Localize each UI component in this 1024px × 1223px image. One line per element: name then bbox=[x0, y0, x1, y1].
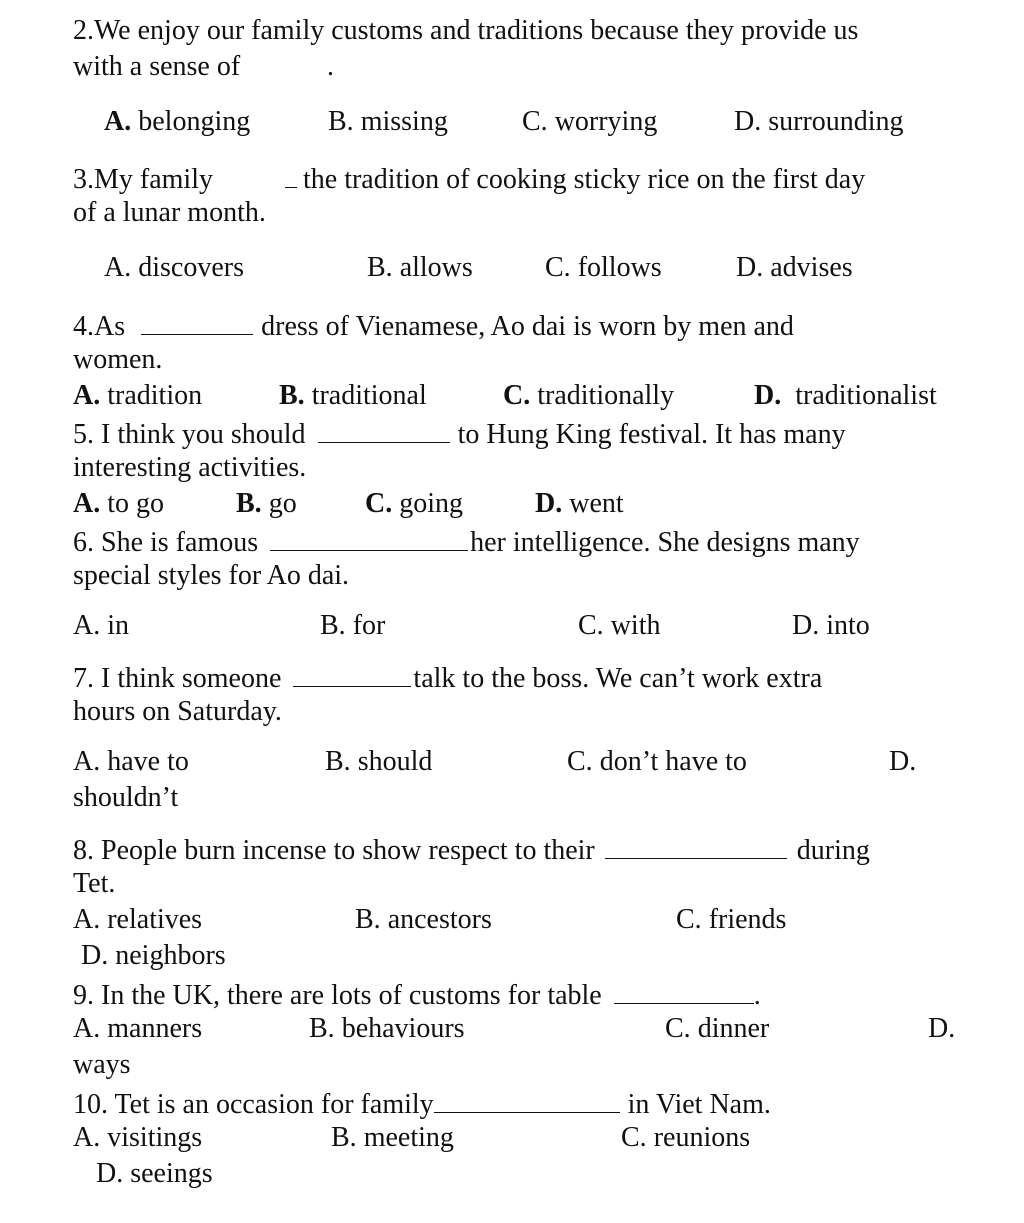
question-10-stem-line-1: 10. Tet is an occasion for family in Viet Nam. bbox=[73, 1084, 771, 1123]
question-2-option-c: C. worrying bbox=[522, 106, 658, 137]
question-2-option-a: A. belonging bbox=[104, 106, 251, 137]
question-4-option-a: A. tradition bbox=[73, 380, 203, 411]
question-6-option-b: B. for bbox=[320, 610, 386, 641]
question-2-option-d: D. surrounding bbox=[734, 106, 904, 137]
question-10-option-a: A. visitings bbox=[73, 1122, 203, 1153]
question-2-stem-line-1: 2.We enjoy our family customs and traditions because they provide us bbox=[73, 15, 859, 46]
question-2-stem-period: . bbox=[327, 51, 334, 82]
question-7-option-d-text: shouldn’t bbox=[73, 782, 179, 813]
answer-blank bbox=[141, 306, 253, 335]
question-10-option-c: C. reunions bbox=[621, 1122, 751, 1153]
question-3-option-d: D. advises bbox=[736, 252, 853, 283]
question-5-option-a: A. to go bbox=[73, 488, 165, 519]
question-7-option-c: C. don’t have to bbox=[567, 746, 747, 777]
question-7-option-d-letter: D. bbox=[889, 746, 917, 777]
question-3-stem-line-2: of a lunar month. bbox=[73, 197, 266, 228]
question-6-stem-line-2: special styles for Ao dai. bbox=[73, 560, 350, 591]
answer-blank bbox=[270, 522, 468, 551]
question-8-option-c: C. friends bbox=[676, 904, 787, 935]
question-2-option-b: B. missing bbox=[328, 106, 448, 137]
question-6-option-c: C. with bbox=[578, 610, 661, 641]
question-9-option-a: A. manners bbox=[73, 1013, 203, 1044]
question-7-stem-line-2: hours on Saturday. bbox=[73, 696, 282, 727]
answer-blank bbox=[293, 658, 411, 687]
question-8-option-b: B. ancestors bbox=[355, 904, 492, 935]
question-5-stem-line-1: 5. I think you should to Hung King festival. It has many bbox=[73, 414, 846, 453]
answer-blank bbox=[318, 414, 450, 443]
question-3-option-c: C. follows bbox=[545, 252, 662, 283]
question-9-option-d-text: ways bbox=[73, 1049, 131, 1080]
question-5-option-b: B. go bbox=[236, 488, 297, 519]
question-10-option-b: B. meeting bbox=[331, 1122, 454, 1153]
question-9-option-d-letter: D. bbox=[928, 1013, 956, 1044]
question-8-stem-line-2: Tet. bbox=[73, 868, 116, 899]
question-6-option-d: D. into bbox=[792, 610, 870, 641]
question-3-stem-line-1: 3.My family the tradition of cooking sticky rice on the first day bbox=[73, 159, 865, 198]
answer-blank bbox=[285, 159, 297, 188]
question-7-stem-line-1: 7. I think someone talk to the boss. We can’t work extra bbox=[73, 658, 822, 697]
question-6-stem-line-1: 6. She is famous her intelligence. She designs many bbox=[73, 522, 860, 561]
question-9-option-c: C. dinner bbox=[665, 1013, 770, 1044]
question-8-option-a: A. relatives bbox=[73, 904, 203, 935]
answer-blank bbox=[434, 1084, 620, 1113]
question-8-option-d: D. neighbors bbox=[81, 940, 226, 971]
question-5-option-d: D. went bbox=[535, 488, 624, 519]
question-7-option-a: A. have to bbox=[73, 746, 189, 777]
question-3-option-a: A. discovers bbox=[104, 252, 244, 283]
question-4-stem-line-2: women. bbox=[73, 344, 163, 375]
question-10-option-d: D. seeings bbox=[96, 1158, 213, 1189]
question-4-option-d: D. traditionalist bbox=[754, 380, 937, 411]
question-4-stem-line-1: 4.As dress of Vienamese, Ao dai is worn by men and bbox=[73, 306, 794, 345]
answer-blank bbox=[614, 975, 754, 1004]
question-5-option-c: C. going bbox=[365, 488, 464, 519]
question-4-option-c: C. traditionally bbox=[503, 380, 675, 411]
question-9-stem-line-1: 9. In the UK, there are lots of customs for table . bbox=[73, 975, 761, 1014]
answer-blank bbox=[605, 830, 787, 859]
question-4-option-b: B. traditional bbox=[279, 380, 427, 411]
question-3-option-b: B. allows bbox=[367, 252, 473, 283]
question-9-option-b: B. behaviours bbox=[309, 1013, 465, 1044]
question-6-option-a: A. in bbox=[73, 610, 130, 641]
question-2-stem-line-2: with a sense of bbox=[73, 51, 241, 82]
question-5-stem-line-2: interesting activities. bbox=[73, 452, 307, 483]
question-7-option-b: B. should bbox=[325, 746, 433, 777]
question-8-stem-line-1: 8. People burn incense to show respect to their during bbox=[73, 830, 870, 869]
